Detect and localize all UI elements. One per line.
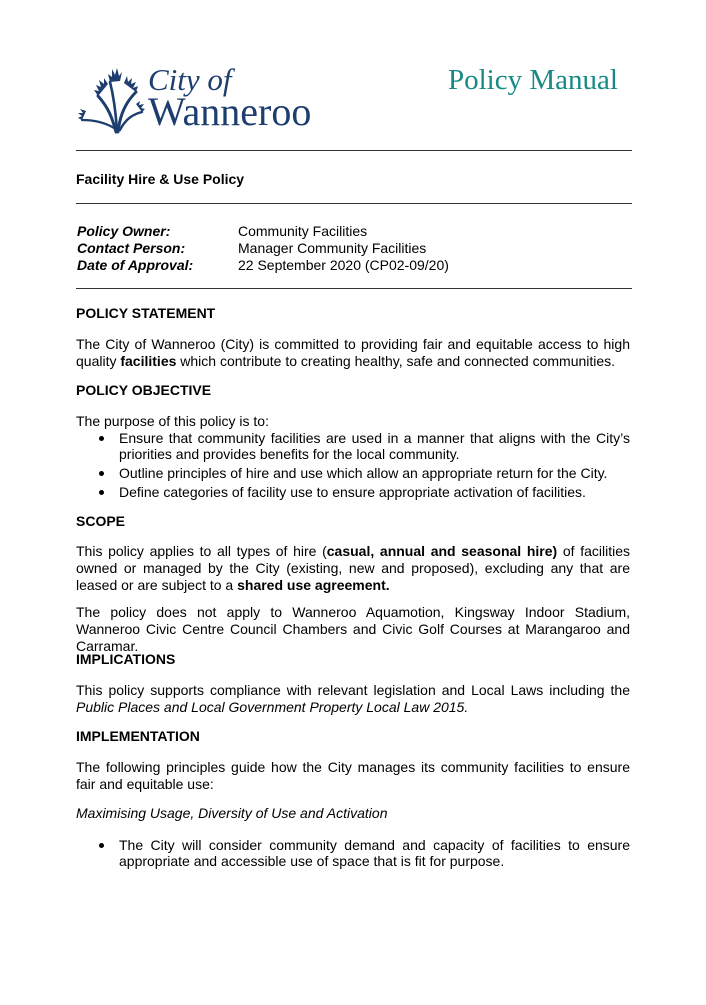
- bold-run: shared use agreement.: [237, 577, 390, 593]
- bullet-icon: [99, 436, 104, 441]
- section-heading-implementation: IMPLEMENTATION: [76, 728, 200, 744]
- meta-row-approval-date: [77, 257, 449, 274]
- meta-value: Manager Community Facilities: [238, 240, 427, 256]
- text-run: The City of Wanneroo (City) is committed to providing fair and equitable access to high quality: [76, 336, 630, 369]
- wanneroo-plant-emblem-icon: [76, 62, 146, 134]
- text-run: This policy supports compliance with relevant legislation and Local Laws including the: [76, 682, 630, 698]
- policy-objective-intro: The purpose of this policy is to:: [76, 413, 269, 429]
- list-item: [76, 837, 630, 869]
- policy-statement-text: [76, 336, 630, 370]
- header-divider: [76, 150, 632, 151]
- implementation-list: [76, 837, 630, 872]
- meta-row-contact: [77, 240, 449, 257]
- scope-paragraph-2: The policy does not apply to Wanneroo Aquamotion, Kingsway Indoor Stadium, Wanneroo Civic Centre Council Chambers and Civic Golf Courses at Marangaroo and Carramar.: [76, 604, 630, 654]
- section-heading-policy-statement: POLICY STATEMENT: [76, 305, 216, 321]
- list-item-text: Outline principles of hire and use which allow an appropriate return for the City.: [119, 465, 608, 481]
- meta-key: Contact Person:: [77, 240, 186, 256]
- list-item-text: The City will consider community demand and capacity of facilities to ensure appropriate and accessible use of space that is fit for purpose.: [119, 837, 630, 869]
- section-heading-scope: SCOPE: [76, 513, 126, 529]
- policy-objective-list: [76, 430, 630, 503]
- meta-value: Community Facilities: [238, 223, 368, 239]
- scope-paragraph-1: [76, 543, 630, 594]
- list-item-text: Ensure that community facilities are used in a manner that aligns with the City’s priorities and provides benefits for the local community.: [119, 430, 630, 462]
- list-item: [76, 430, 630, 462]
- list-item-text: Define categories of facility use to ensure appropriate activation of facilities.: [119, 484, 586, 500]
- bullet-icon: [99, 471, 104, 476]
- italic-run: Public Places and Local Government Property Local Law 2015.: [76, 699, 469, 715]
- implementation-intro: The following principles guide how the City manages its community facilities to ensure fair and equitable use:: [76, 759, 630, 792]
- text-run: of facilities owned or managed by the City (existing, new and proposed), excluding any that are leased or are subject to a: [76, 543, 630, 593]
- text-run: which contribute to creating healthy, safe and connected communities.: [176, 353, 616, 369]
- meta-divider: [76, 288, 632, 289]
- implementation-subheading: Maximising Usage, Diversity of Use and Activation: [76, 805, 388, 821]
- logo-text-wanneroo: Wanneroo: [148, 89, 312, 134]
- city-logo: [76, 62, 326, 134]
- meta-row-owner: [77, 223, 449, 240]
- meta-value: 22 September 2020 (CP02-09/20): [238, 257, 449, 273]
- logo-text-city-of: City of: [148, 62, 232, 97]
- list-item: [76, 465, 630, 481]
- section-heading-implications: IMPLICATIONS: [76, 651, 176, 667]
- document-title: Facility Hire & Use Policy: [76, 171, 245, 187]
- section-heading-policy-objective: POLICY OBJECTIVE: [76, 382, 212, 398]
- list-item: [76, 484, 630, 500]
- bold-run: casual, annual and seasonal hire): [326, 543, 558, 559]
- meta-key: Date of Approval:: [77, 257, 194, 273]
- meta-key: Policy Owner:: [77, 223, 171, 239]
- implications-text: [76, 682, 630, 716]
- text-run: This policy applies to all types of hire (: [76, 543, 327, 559]
- bullet-icon: [99, 490, 104, 495]
- bold-run: facilities: [120, 353, 177, 369]
- policy-manual-title: Policy Manual: [448, 64, 618, 96]
- title-divider: [76, 203, 632, 204]
- bullet-icon: [99, 843, 104, 848]
- policy-meta-table: [77, 223, 449, 274]
